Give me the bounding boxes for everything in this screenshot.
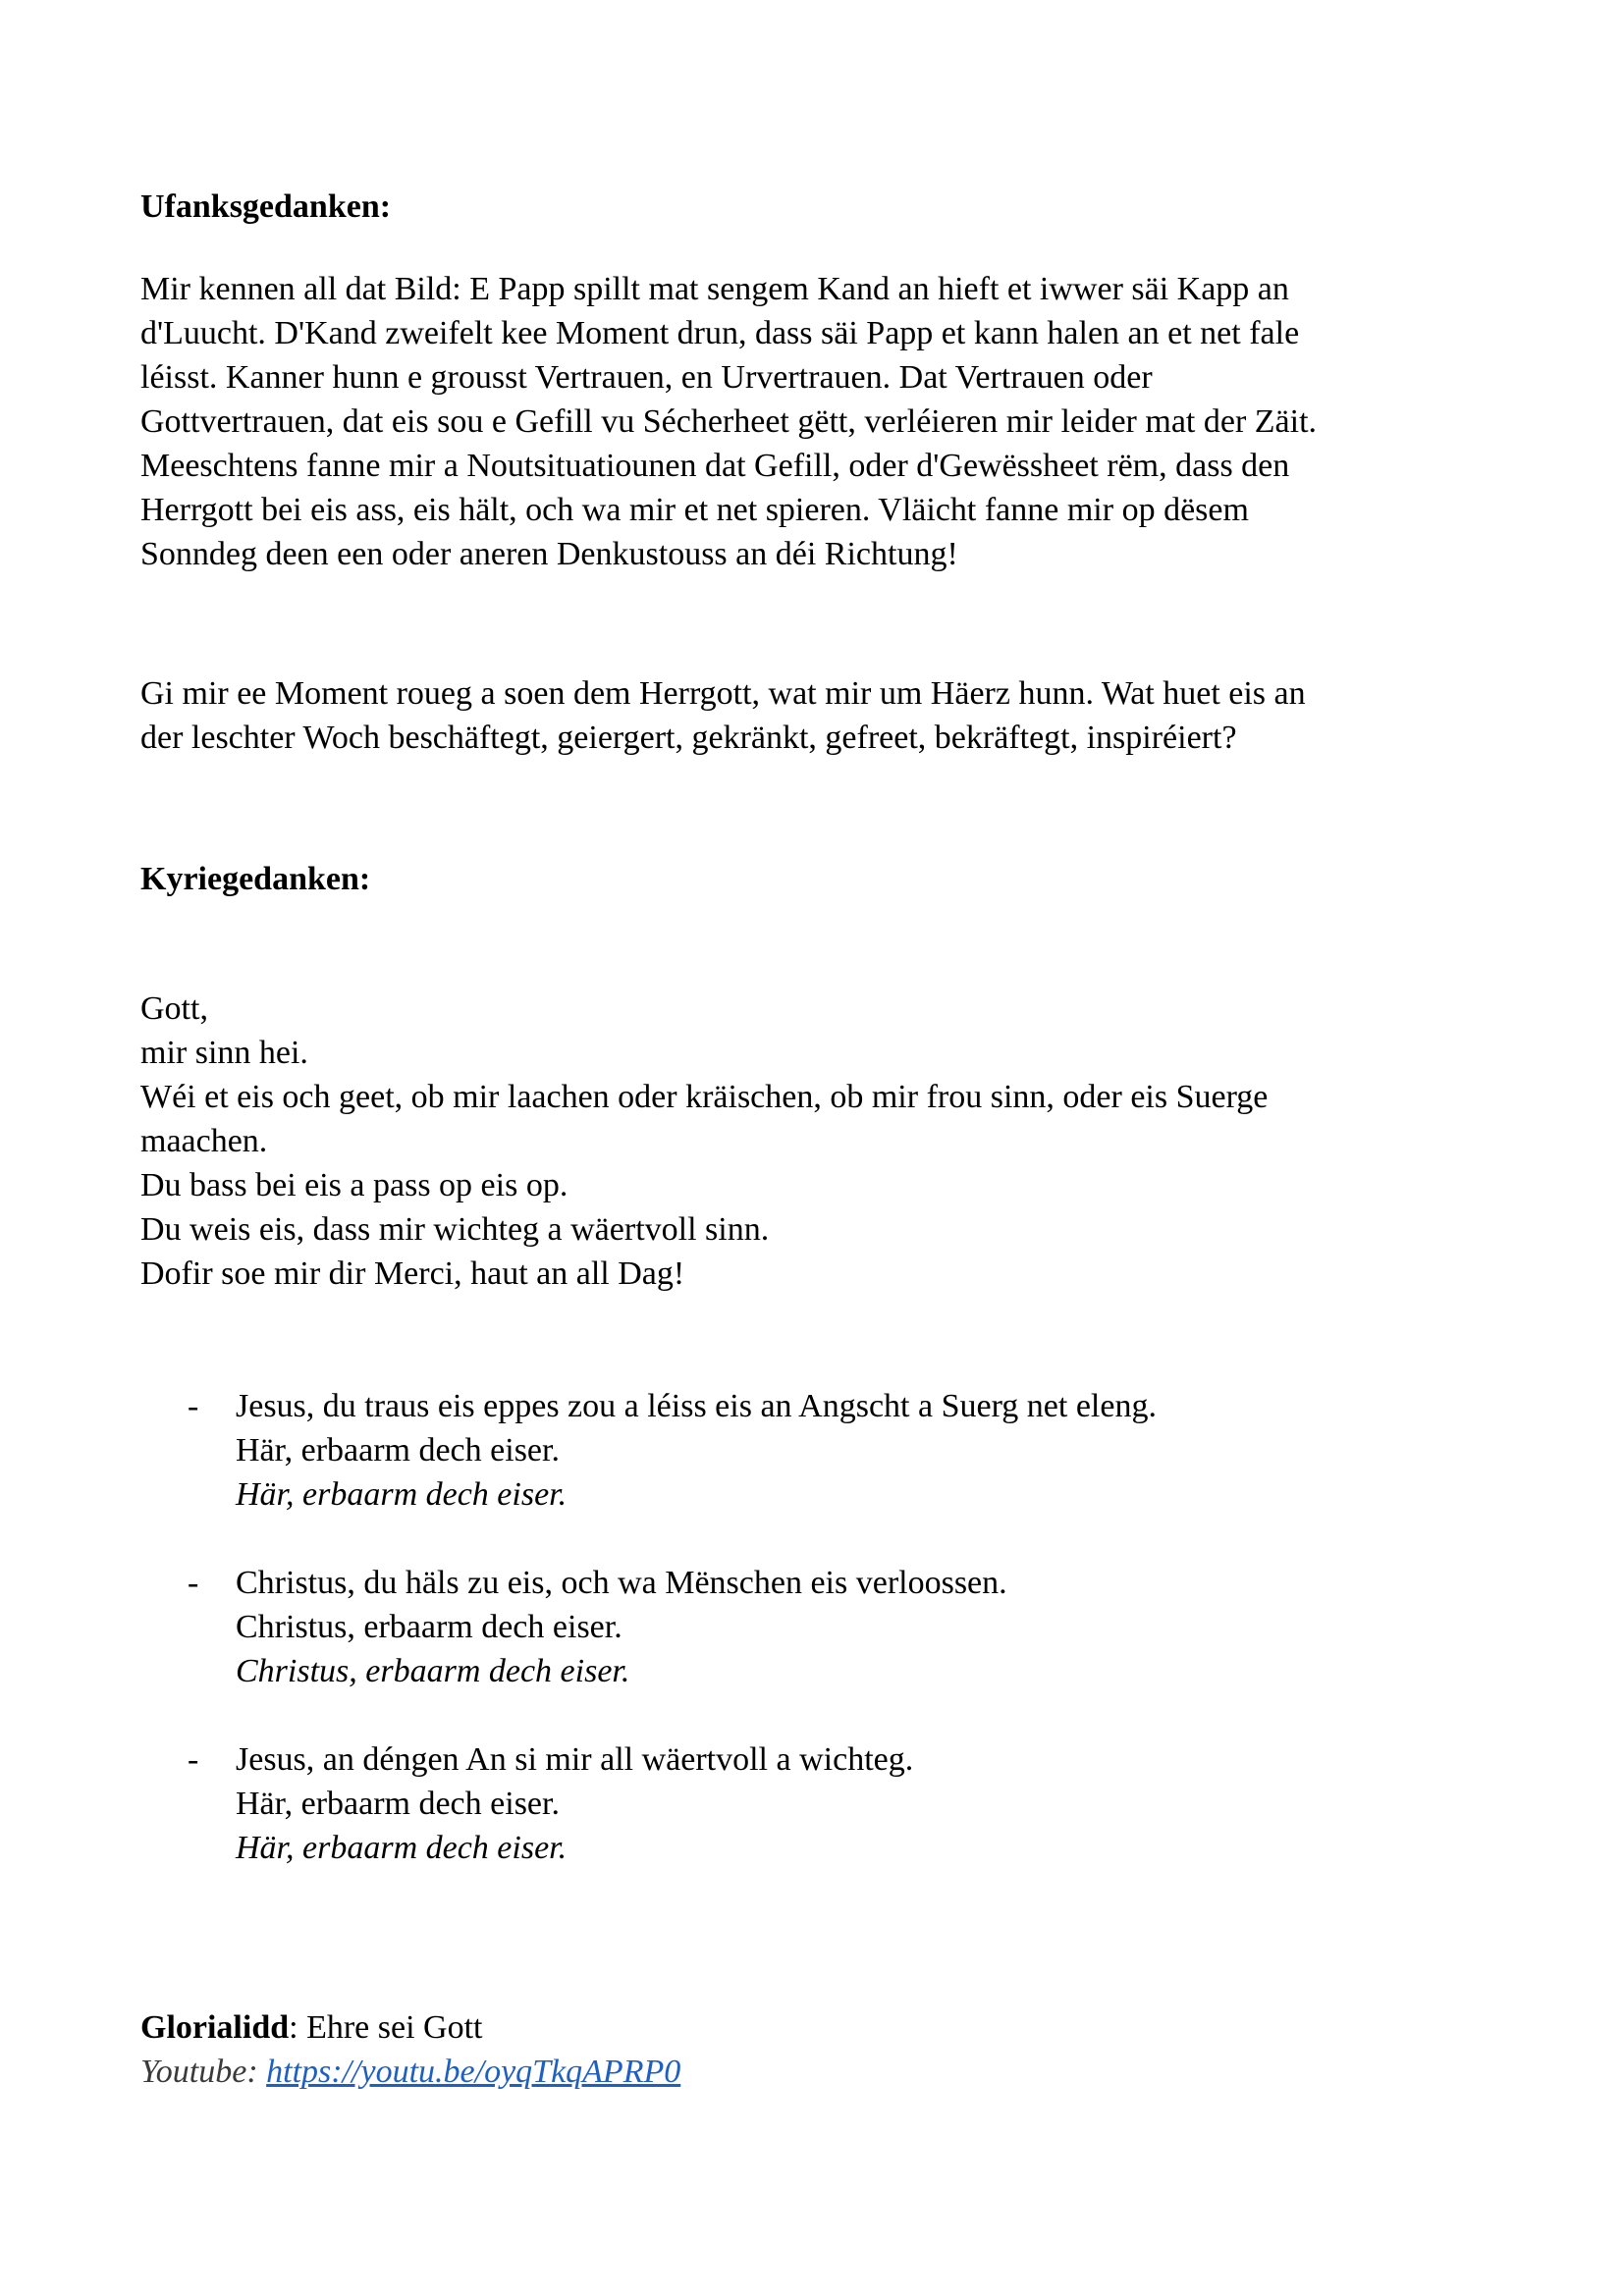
reflection-line: Gi mir ee Moment roueg a soen dem Herrgott, wat mir um Häerz hunn. Wat huet eis an [140,675,1306,712]
prayer-line: Du bass bei eis a pass op eis op. [140,1167,568,1203]
intro-heading: Ufanksgedanken: [140,188,392,225]
prayer-line: Wéi et eis och geet, ob mir laachen oder kräischen, ob mir frou sinn, oder eis Suerge [140,1079,1269,1115]
gloria-label: Glorialidd [140,2009,290,2046]
intro-line: léisst. Kanner hunn e grousst Vertrauen, en Urvertrauen. Dat Vertrauen oder [140,359,1153,396]
invocation-response-italic: Här, erbaarm dech eiser. [236,1476,568,1513]
intro-line: Herrgott bei eis ass, eis hält, och wa mir et net spieren. Vläicht fanne mir op dësem [140,492,1249,528]
intro-line: d'Luucht. D'Kand zweifelt kee Moment drun, dass säi Papp et kann halen an et net fale [140,315,1300,351]
kyrie-invocation [140,1561,1417,1698]
invocation-response: Här, erbaarm dech eiser. [236,1786,560,1822]
gloria-section [140,2005,1493,2094]
youtube-line [140,2050,1493,2094]
gloria-title-line [140,2005,1493,2050]
reflection-line: der leschter Woch beschäftegt, geiergert, gekränkt, gefreet, bekräftegt, inspiréiert? [140,720,1237,756]
youtube-label: Youtube: [140,2054,267,2090]
invocation-text: Jesus, an déngen An si mir all wäertvoll a wichteg. [236,1741,914,1778]
bullet-dash-icon: - [188,1388,199,1424]
intro-line: Mir kennen all dat Bild: E Papp spillt mat sengem Kand an hieft et iwwer säi Kapp an [140,271,1289,307]
invocation-response: Här, erbaarm dech eiser. [236,1432,560,1468]
kyrie-invocation [140,1384,1417,1522]
intro-line: Gottvertrauen, dat eis sou e Gefill vu Sécherheet gëtt, verléieren mir leider mat der Zäit. [140,403,1318,440]
prayer-line: Du weis eis, dass mir wichteg a wäertvoll sinn. [140,1211,770,1248]
gloria-song-title: Ehre sei Gott [306,2009,483,2046]
intro-paragraph [140,267,1493,576]
prayer-line: maachen. [140,1123,268,1159]
invocation-response: Christus, erbaarm dech eiser. [236,1609,622,1645]
invocation-text: Jesus, du traus eis eppes zou a léiss eis an Angscht a Suerg net eleng. [236,1388,1157,1424]
bullet-dash-icon: - [188,1741,199,1778]
invocation-response-italic: Christus, erbaarm dech eiser. [236,1653,630,1689]
prayer-line: Dofir soe mir dir Merci, haut an all Dag! [140,1255,685,1292]
kyrie-heading: Kyriegedanken: [140,861,371,897]
prayer-line: Gott, [140,990,208,1027]
youtube-link[interactable]: https://youtu.be/oyqTkqAPRP0 [266,2054,681,2090]
gloria-separator: : [289,2009,307,2046]
intro-line: Sonndeg deen een oder aneren Denkustouss an déi Richtung! [140,536,958,572]
bullet-dash-icon: - [188,1565,199,1601]
kyrie-invocation [140,1737,1417,1875]
reflection-paragraph [140,671,1493,760]
intro-line: Meeschtens fanne mir a Noutsituatiounen dat Gefill, oder d'Gewëssheet rëm, dass den [140,448,1290,484]
invocation-response-italic: Här, erbaarm dech eiser. [236,1830,568,1866]
kyrie-prayer [140,987,1493,1296]
invocation-text: Christus, du häls zu eis, och wa Mënschen eis verloossen. [236,1565,1007,1601]
prayer-line: mir sinn hei. [140,1035,308,1071]
